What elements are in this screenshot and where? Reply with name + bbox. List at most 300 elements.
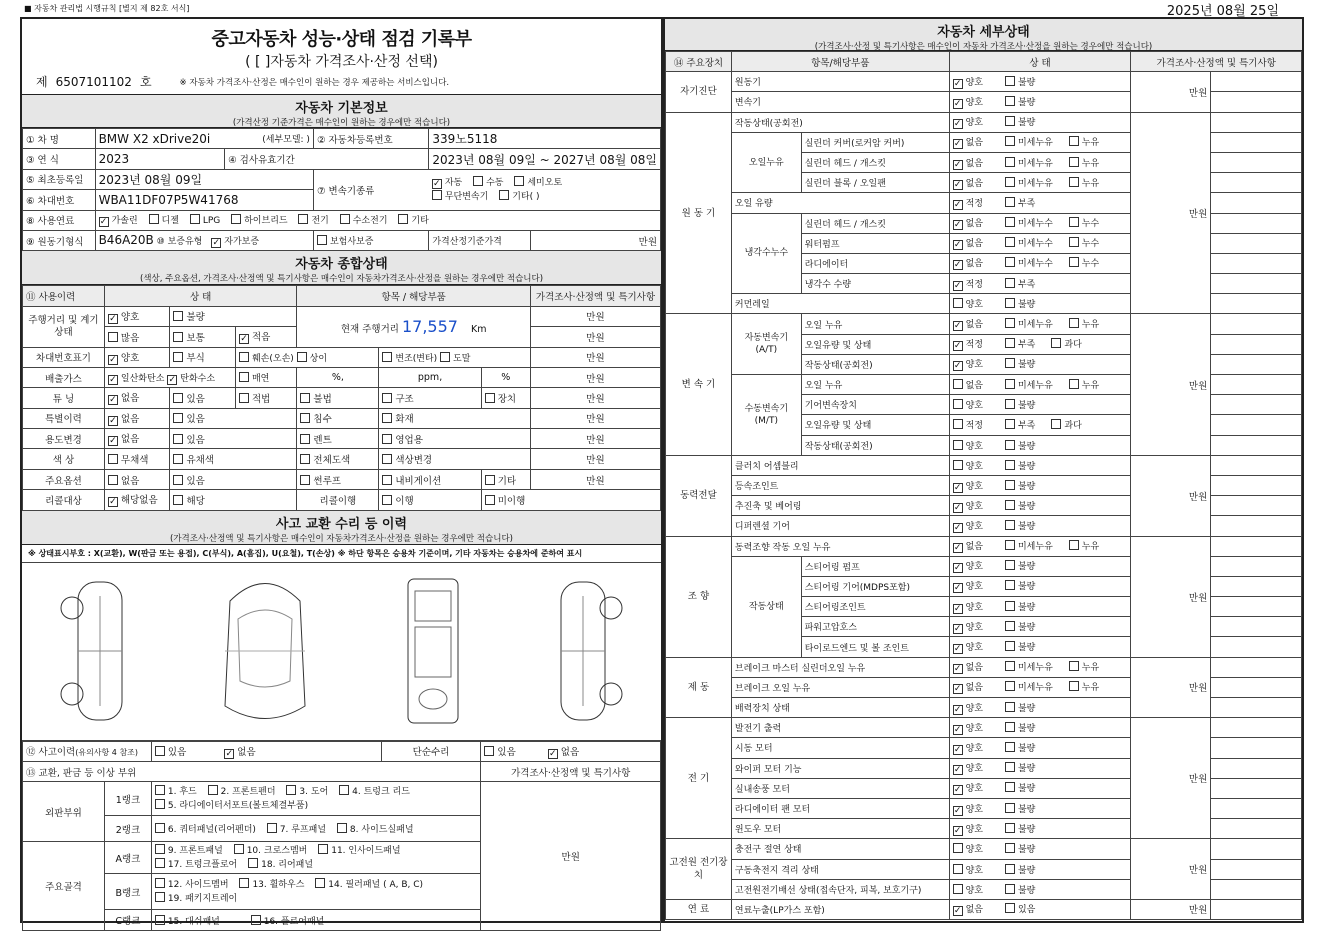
- use-yes-checkbox[interactable]: [173, 434, 183, 444]
- mileage-good-checkbox[interactable]: ✓: [109, 313, 117, 324]
- detail-note-cell[interactable]: [1211, 475, 1302, 495]
- fuel-label: ⑧ 사용연료: [23, 210, 96, 230]
- plate-altered-checkbox[interactable]: [382, 352, 392, 362]
- mileage-bad-label: 불량: [186, 312, 205, 324]
- detail-status-checkbox[interactable]: [1005, 621, 1015, 631]
- detail-status-checkbox[interactable]: [1051, 419, 1061, 429]
- detail-status-checkbox[interactable]: [1069, 681, 1079, 691]
- detail-status-label: 불량: [1017, 501, 1036, 512]
- part-hood-checkbox[interactable]: [155, 785, 165, 795]
- detail-status-checkbox[interactable]: ✓: [953, 159, 962, 170]
- detail-item-label: 실린더 커버(로커암 커버): [801, 132, 949, 152]
- plate-good-checkbox[interactable]: ✓: [109, 354, 117, 365]
- plate-smeared-checkbox[interactable]: [440, 352, 450, 362]
- trans-other-checkbox[interactable]: [499, 190, 509, 200]
- history-yes-checkbox[interactable]: [155, 746, 165, 756]
- tuning-none-checkbox[interactable]: ✓: [109, 395, 117, 406]
- part-side-sill-checkbox[interactable]: [337, 823, 347, 833]
- detail-status-checkbox[interactable]: ✓: [953, 785, 962, 796]
- part-hood-label: 1. 후드: [167, 786, 197, 797]
- detail-status-checkbox[interactable]: ✓: [953, 724, 962, 735]
- detail-row: [666, 839, 1302, 859]
- detail-note-cell[interactable]: [1211, 637, 1302, 657]
- detail-note-cell[interactable]: [1211, 698, 1302, 718]
- fuel-other-checkbox[interactable]: [398, 214, 408, 224]
- detail-status-checkbox[interactable]: [1005, 217, 1015, 227]
- tuning-yes-label: 있음: [186, 393, 205, 405]
- detail-row: [666, 112, 1302, 132]
- simple-no-checkbox[interactable]: ✓: [549, 748, 557, 759]
- detail-status-checkbox[interactable]: [1005, 843, 1015, 853]
- mileage-many-checkbox[interactable]: [108, 332, 118, 342]
- tuning-structure-checkbox[interactable]: [382, 393, 392, 403]
- basic-title: 자동차 기본정보: [295, 101, 388, 116]
- detail-status-checkbox[interactable]: ✓: [953, 220, 962, 231]
- detail-status-checkbox[interactable]: ✓: [953, 744, 962, 755]
- detail-status: [949, 334, 1131, 354]
- detail-status-checkbox[interactable]: [953, 298, 963, 308]
- detail-status-checkbox[interactable]: ✓: [953, 179, 962, 190]
- option-sunroof-checkbox[interactable]: [300, 475, 310, 485]
- detail-status-checkbox[interactable]: [1069, 237, 1079, 247]
- detail-status-checkbox[interactable]: ✓: [953, 260, 962, 271]
- special-flood-label: 침수: [313, 414, 332, 426]
- part-side-member-checkbox[interactable]: [155, 878, 165, 888]
- recall-label: 리콜대상: [23, 490, 105, 510]
- trans-cvt-checkbox[interactable]: [432, 190, 442, 200]
- detail-note-cell[interactable]: [1211, 516, 1302, 536]
- use-business-checkbox[interactable]: [382, 434, 392, 444]
- detail-status-checkbox[interactable]: [953, 864, 963, 874]
- detail-status-checkbox[interactable]: ✓: [953, 704, 962, 715]
- detail-note-cell[interactable]: [1211, 738, 1302, 758]
- detail-status-label: 양호: [965, 521, 983, 532]
- detail-status: [949, 455, 1131, 475]
- detail-status-checkbox[interactable]: ✓: [953, 664, 962, 675]
- tuning-yes-checkbox[interactable]: [173, 393, 183, 403]
- detail-status-checkbox[interactable]: ✓: [953, 563, 962, 574]
- detail-note-cell[interactable]: [1211, 819, 1302, 839]
- part-front-fender-checkbox[interactable]: [208, 785, 218, 795]
- detail-status: [949, 879, 1131, 899]
- detail-status-checkbox[interactable]: [1005, 460, 1015, 470]
- detail-status-checkbox[interactable]: [1005, 500, 1015, 510]
- overall-col2: 상 태: [104, 286, 297, 306]
- recall-none-checkbox[interactable]: ✓: [109, 497, 117, 508]
- detail-status-checkbox[interactable]: [1051, 338, 1061, 348]
- recall-notdone-label: 미이행: [497, 495, 526, 507]
- detail-note-cell[interactable]: [1211, 274, 1302, 294]
- detail-status-checkbox[interactable]: ✓: [953, 684, 962, 695]
- special-yes-checkbox[interactable]: [173, 413, 183, 423]
- detail-price: 만원: [1131, 839, 1211, 900]
- detail-status-checkbox[interactable]: [1005, 197, 1015, 207]
- detail-status-label: 양호: [965, 360, 983, 371]
- detail-status-checkbox[interactable]: ✓: [953, 139, 962, 150]
- detail-item-label: 실린더 블록 / 오일팬: [801, 173, 949, 193]
- color-chromatic-checkbox[interactable]: [173, 454, 183, 464]
- detail-status-checkbox[interactable]: [953, 379, 963, 389]
- detail-note-cell[interactable]: [1211, 92, 1302, 112]
- emission-hc-checkbox[interactable]: ✓: [168, 374, 177, 385]
- detail-note-cell[interactable]: [1211, 375, 1302, 395]
- detail-note-cell[interactable]: [1211, 899, 1302, 919]
- detail-status-checkbox[interactable]: ✓: [953, 240, 962, 251]
- detail-status-checkbox[interactable]: [1069, 157, 1079, 167]
- detail-header: [665, 19, 1302, 51]
- detail-status-checkbox[interactable]: [1069, 257, 1079, 267]
- detail-note-cell[interactable]: [1211, 354, 1302, 374]
- detail-status-checkbox[interactable]: [1069, 217, 1079, 227]
- mileage-normal-label: 보통: [186, 332, 205, 344]
- detail-status-label: 양호: [965, 461, 983, 472]
- detail-status-checkbox[interactable]: ✓: [953, 825, 962, 836]
- detail-status-checkbox[interactable]: [1069, 661, 1079, 671]
- detail-status-checkbox[interactable]: [1005, 884, 1015, 894]
- detail-status-label: 불량: [1017, 401, 1036, 412]
- plate-diff-checkbox[interactable]: [297, 352, 307, 362]
- part-trunk-floor-checkbox[interactable]: [155, 858, 165, 868]
- detail-status-label: 미세누수: [1017, 219, 1053, 230]
- detail-status-label: 양호: [965, 643, 983, 654]
- detail-note-cell[interactable]: [1211, 112, 1302, 132]
- detail-status-checkbox[interactable]: [953, 884, 963, 894]
- emission-smoke-checkbox[interactable]: [239, 372, 249, 382]
- detail-group-label: 자기진단: [666, 72, 732, 112]
- detail-status-checkbox[interactable]: [1005, 96, 1015, 106]
- detail-status-checkbox[interactable]: [1005, 358, 1015, 368]
- detail-note-cell[interactable]: [1211, 152, 1302, 172]
- detail-price: 만원: [1131, 718, 1211, 839]
- recall-yes-checkbox[interactable]: [173, 495, 183, 505]
- detail-status-checkbox[interactable]: ✓: [953, 361, 962, 372]
- detail-note-cell[interactable]: [1211, 496, 1302, 516]
- detail-status-label: 양호: [965, 743, 983, 754]
- detail-status-label: 불량: [1017, 703, 1036, 714]
- warranty-insurer-checkbox[interactable]: [317, 235, 327, 245]
- fuel-diesel-checkbox[interactable]: [149, 214, 159, 224]
- option-navi-label: 내비게이션: [395, 475, 442, 487]
- detail-status-label: 양호: [965, 845, 983, 856]
- detail-item-label: 구동축전지 격리 상태: [731, 859, 949, 879]
- accident-table: [22, 741, 661, 931]
- plate-rust-checkbox[interactable]: [173, 352, 183, 362]
- fuel-electric-checkbox[interactable]: [298, 214, 308, 224]
- left-panel: [20, 17, 663, 928]
- detail-status-checkbox[interactable]: ✓: [953, 341, 962, 352]
- part-rear-panel-checkbox[interactable]: [248, 858, 258, 868]
- detail-status-checkbox[interactable]: [1005, 257, 1015, 267]
- detail-status-checkbox[interactable]: ✓: [953, 78, 962, 89]
- detail-status-label: 양호: [965, 865, 983, 876]
- year-label: ③ 연 식: [23, 149, 96, 169]
- detail-status-checkbox[interactable]: [1069, 177, 1079, 187]
- fuel-hybrid-checkbox[interactable]: [231, 214, 241, 224]
- detail-note-cell[interactable]: [1211, 859, 1302, 879]
- detail-price: 만원: [1131, 455, 1211, 536]
- detail-status-label: 불량: [1017, 643, 1036, 654]
- detail-status-checkbox[interactable]: ✓: [953, 543, 962, 554]
- detail-status-checkbox[interactable]: [1005, 540, 1015, 550]
- part-cross-member-checkbox[interactable]: [234, 844, 244, 854]
- part-wheel-house-checkbox[interactable]: [239, 878, 249, 888]
- detail-note-cell[interactable]: [1211, 778, 1302, 798]
- detail-note-cell[interactable]: [1211, 597, 1302, 617]
- detail-status-checkbox[interactable]: [1069, 379, 1079, 389]
- detail-note-cell[interactable]: [1211, 253, 1302, 273]
- detail-status-label: 미세누유: [1017, 663, 1053, 674]
- detail-status: [949, 637, 1131, 657]
- special-fire-checkbox[interactable]: [382, 413, 392, 423]
- tuning-price: 만원: [530, 388, 660, 408]
- mileage-many-label: 많음: [120, 332, 140, 344]
- detail-status-label: 불량: [1017, 885, 1036, 896]
- detail-note-cell[interactable]: [1211, 294, 1302, 314]
- tuning-illegal-checkbox[interactable]: [300, 393, 310, 403]
- detail-status-checkbox[interactable]: [1005, 762, 1015, 772]
- detail-status-checkbox[interactable]: [1005, 278, 1015, 288]
- detail-status-checkbox[interactable]: ✓: [953, 199, 962, 210]
- detail-note-cell[interactable]: [1211, 758, 1302, 778]
- detail-note-cell[interactable]: [1211, 415, 1302, 435]
- special-none-checkbox[interactable]: ✓: [109, 415, 117, 426]
- detail-status-checkbox[interactable]: ✓: [953, 502, 962, 513]
- special-flood-checkbox[interactable]: [300, 413, 310, 423]
- detail-status-checkbox[interactable]: ✓: [953, 603, 962, 614]
- fuel-lpg-checkbox[interactable]: [190, 214, 200, 224]
- detail-status-label: 적정: [965, 421, 983, 432]
- mileage-normal-checkbox[interactable]: [173, 332, 183, 342]
- detail-note-cell[interactable]: [1211, 72, 1302, 92]
- detail-status-checkbox[interactable]: [1005, 641, 1015, 651]
- detail-note-cell[interactable]: [1211, 657, 1302, 677]
- option-yes-checkbox[interactable]: [173, 475, 183, 485]
- part-roof-panel-checkbox[interactable]: [267, 823, 277, 833]
- detail-status-checkbox[interactable]: [1069, 540, 1079, 550]
- detail-note-cell[interactable]: [1211, 556, 1302, 576]
- detail-status-checkbox[interactable]: ✓: [953, 280, 962, 291]
- detail-group-label: 전 기: [666, 718, 732, 839]
- detail-status-checkbox[interactable]: [1005, 864, 1015, 874]
- history-label: ⑫ 사고이력: [26, 747, 76, 759]
- part-trunk-lid-checkbox[interactable]: [339, 785, 349, 795]
- detail-item-label: 동력조향 작동 오일 누유: [731, 536, 949, 556]
- detail-note-cell[interactable]: [1211, 798, 1302, 818]
- detail-note-cell[interactable]: [1211, 334, 1302, 354]
- detail-item-label: 라디에이터: [801, 253, 949, 273]
- mileage-unit: Km: [470, 324, 487, 336]
- detail-note-cell[interactable]: [1211, 839, 1302, 859]
- detail-status-checkbox[interactable]: [1005, 903, 1015, 913]
- detail-note-cell[interactable]: [1211, 677, 1302, 697]
- detail-status-checkbox[interactable]: [1005, 318, 1015, 328]
- detail-status-checkbox[interactable]: ✓: [953, 583, 962, 594]
- part-floor-panel-checkbox[interactable]: [251, 915, 261, 925]
- detail-status-checkbox[interactable]: [1005, 823, 1015, 833]
- rank1-label: 1랭크: [104, 782, 151, 816]
- detail-note-cell[interactable]: [1211, 435, 1302, 455]
- part-pillar-panel-checkbox[interactable]: [315, 878, 325, 888]
- detail-note-cell[interactable]: [1211, 617, 1302, 637]
- part-wheel-house-label: 13. 휠하우스: [252, 879, 305, 890]
- detail-status-checkbox[interactable]: [953, 419, 963, 429]
- part-package-tray-checkbox[interactable]: [155, 892, 165, 902]
- detail-note-cell[interactable]: [1211, 536, 1302, 556]
- detail-note-cell[interactable]: [1211, 314, 1302, 334]
- part-front-panel-checkbox[interactable]: [155, 844, 165, 854]
- trans-manual-label: 수동: [486, 177, 504, 188]
- detail-status-checkbox[interactable]: [1005, 76, 1015, 86]
- detail-status-checkbox[interactable]: [1005, 116, 1015, 126]
- use-price: 만원: [530, 429, 660, 449]
- detail-item-label: 작동상태(공회전): [801, 435, 949, 455]
- detail-status-checkbox[interactable]: [1005, 601, 1015, 611]
- detail-row: [666, 899, 1302, 919]
- rank2-label: 2랭크: [104, 816, 151, 842]
- detail-status-checkbox[interactable]: [1005, 702, 1015, 712]
- detail-status-checkbox[interactable]: [1005, 560, 1015, 570]
- part-quarter-panel-checkbox[interactable]: [155, 823, 165, 833]
- detail-status-checkbox[interactable]: [1069, 318, 1079, 328]
- detail-status-checkbox[interactable]: [1069, 136, 1079, 146]
- detail-note-cell[interactable]: [1211, 455, 1302, 475]
- detail-status-checkbox[interactable]: [1005, 136, 1015, 146]
- doc-title: 중고자동차 성능·상태 점검 기록부: [211, 29, 472, 50]
- detail-status-label: 불량: [1017, 360, 1036, 371]
- recall-notdone-checkbox[interactable]: [485, 495, 495, 505]
- detail-item-label: 스티어링 기어(MDPS포함): [801, 576, 949, 596]
- mileage-few-checkbox[interactable]: ✓: [240, 334, 248, 345]
- detail-status-checkbox[interactable]: [953, 440, 963, 450]
- detail-status-checkbox[interactable]: [1005, 661, 1015, 671]
- detail-status-label: 없음: [965, 239, 983, 250]
- detail-status-checkbox[interactable]: [1005, 237, 1015, 247]
- simple-yes-checkbox[interactable]: [484, 746, 494, 756]
- detail-note-cell[interactable]: [1211, 395, 1302, 415]
- detail-subgroup-label: 자동변속기 (A/T): [731, 314, 801, 375]
- detail-status-checkbox[interactable]: ✓: [953, 906, 962, 917]
- trans-semi-checkbox[interactable]: [514, 176, 524, 186]
- detail-status-checkbox[interactable]: [1005, 480, 1015, 490]
- detail-status-label: 불량: [1017, 97, 1036, 108]
- detail-status-checkbox[interactable]: [953, 399, 963, 409]
- part-quarter-panel-label: 6. 쿼터패널(리어펜더): [167, 825, 256, 836]
- detail-col1: ⑭ 주요장치: [666, 52, 732, 72]
- option-other-checkbox[interactable]: [485, 475, 495, 485]
- detail-row: [666, 455, 1302, 475]
- detail-status-checkbox[interactable]: ✓: [953, 321, 962, 332]
- car-left-view: [58, 576, 138, 726]
- detail-status-checkbox[interactable]: [1005, 520, 1015, 530]
- exchange-label: ⑬ 교환, 판금 등 이상 부위: [23, 762, 481, 782]
- option-navi-checkbox[interactable]: [382, 475, 392, 485]
- detail-status-checkbox[interactable]: ✓: [953, 522, 962, 533]
- part-door-checkbox[interactable]: [286, 785, 296, 795]
- detail-status-label: 부족: [1017, 421, 1036, 432]
- tuning-device-checkbox[interactable]: [485, 393, 495, 403]
- detail-note-cell[interactable]: [1211, 576, 1302, 596]
- history-no-checkbox[interactable]: ✓: [225, 748, 234, 759]
- option-none-checkbox[interactable]: [108, 475, 118, 485]
- color-change-checkbox[interactable]: [382, 454, 392, 464]
- use-rent-label: 렌트: [313, 434, 332, 446]
- detail-status-checkbox[interactable]: [1005, 298, 1015, 308]
- emission-co-checkbox[interactable]: ✓: [109, 374, 117, 385]
- trans-auto-checkbox[interactable]: ✓: [433, 178, 441, 189]
- part-dash-panel-checkbox[interactable]: [155, 915, 165, 925]
- detail-status-checkbox[interactable]: [1005, 580, 1015, 590]
- detail-status-label: 양호: [965, 582, 983, 593]
- detail-item-label: 스티어링 펌프: [801, 556, 949, 576]
- detail-status-checkbox[interactable]: [953, 460, 963, 470]
- detail-status-checkbox[interactable]: ✓: [953, 119, 962, 130]
- fuel-electric-label: 전기: [311, 216, 329, 227]
- detail-status-checkbox[interactable]: [1005, 338, 1015, 348]
- detail-status-checkbox[interactable]: [1005, 782, 1015, 792]
- tuning-legal-checkbox[interactable]: [239, 393, 249, 403]
- plate-price: 만원: [530, 347, 660, 367]
- detail-status-checkbox[interactable]: [1005, 681, 1015, 691]
- fuel-hydrogen-checkbox[interactable]: [340, 214, 350, 224]
- detail-status-checkbox[interactable]: ✓: [953, 644, 962, 655]
- fuel-gasoline-checkbox[interactable]: ✓: [99, 217, 108, 228]
- detail-group-label: 고전원 전기장치: [666, 839, 732, 900]
- detail-status-checkbox[interactable]: [1005, 399, 1015, 409]
- mileage-bad-checkbox[interactable]: [173, 311, 183, 321]
- tuning-none-label: 없음: [120, 393, 140, 405]
- trans-manual-checkbox[interactable]: [473, 176, 483, 186]
- detail-note-cell[interactable]: [1211, 879, 1302, 899]
- color-achromatic-checkbox[interactable]: [108, 454, 118, 464]
- detail-status-checkbox[interactable]: [1005, 419, 1015, 429]
- part-package-tray-label: 19. 패키지트레이: [167, 893, 238, 904]
- color-fullpaint-checkbox[interactable]: [300, 454, 310, 464]
- part-inside-panel-checkbox[interactable]: [318, 844, 328, 854]
- use-none-checkbox[interactable]: ✓: [109, 436, 117, 447]
- detail-note-cell[interactable]: [1211, 718, 1302, 738]
- detail-status-checkbox[interactable]: [1005, 722, 1015, 732]
- detail-status-label: 과다: [1064, 421, 1082, 432]
- recall-done-checkbox[interactable]: [382, 495, 392, 505]
- detail-status-checkbox[interactable]: ✓: [953, 805, 962, 816]
- detail-status-checkbox[interactable]: [1005, 157, 1015, 167]
- detail-status-checkbox[interactable]: [1005, 742, 1015, 752]
- accident-legend: ※ 상태표시부호 : X(교환), W(판금 또는 용접), C(부식), A(흠집), U(요철), T(손상) ※ 하단 항목은 승용차 기준이며, 기타 자동차는 승용차에 준하여 표시: [22, 545, 661, 563]
- detail-note-cell[interactable]: [1211, 193, 1302, 213]
- detail-note-cell[interactable]: [1211, 132, 1302, 152]
- detail-status-checkbox[interactable]: [953, 843, 963, 853]
- recall-yes-label: 해당: [186, 495, 205, 507]
- detail-status-checkbox[interactable]: ✓: [953, 623, 962, 634]
- detail-note-cell[interactable]: [1211, 213, 1302, 233]
- detail-note-cell[interactable]: [1211, 233, 1302, 253]
- detail-note-cell[interactable]: [1211, 173, 1302, 193]
- detail-status-checkbox[interactable]: [1005, 440, 1015, 450]
- color-achromatic-label: 무채색: [120, 455, 149, 467]
- detail-status-checkbox[interactable]: [1005, 803, 1015, 813]
- detail-status-checkbox[interactable]: [1005, 379, 1015, 389]
- part-radiator-support-checkbox[interactable]: [155, 799, 165, 809]
- part-cross-member-label: 10. 크로스멤버: [246, 845, 308, 856]
- detail-status-label: 양호: [965, 97, 983, 108]
- warranty-self-checkbox[interactable]: ✓: [212, 238, 221, 249]
- detail-status-checkbox[interactable]: ✓: [953, 765, 962, 776]
- use-rent-checkbox[interactable]: [300, 434, 310, 444]
- detail-status-checkbox[interactable]: ✓: [953, 482, 962, 493]
- detail-status-checkbox[interactable]: ✓: [953, 98, 962, 109]
- detail-status-checkbox[interactable]: [1005, 177, 1015, 187]
- plate-damaged-checkbox[interactable]: [239, 352, 249, 362]
